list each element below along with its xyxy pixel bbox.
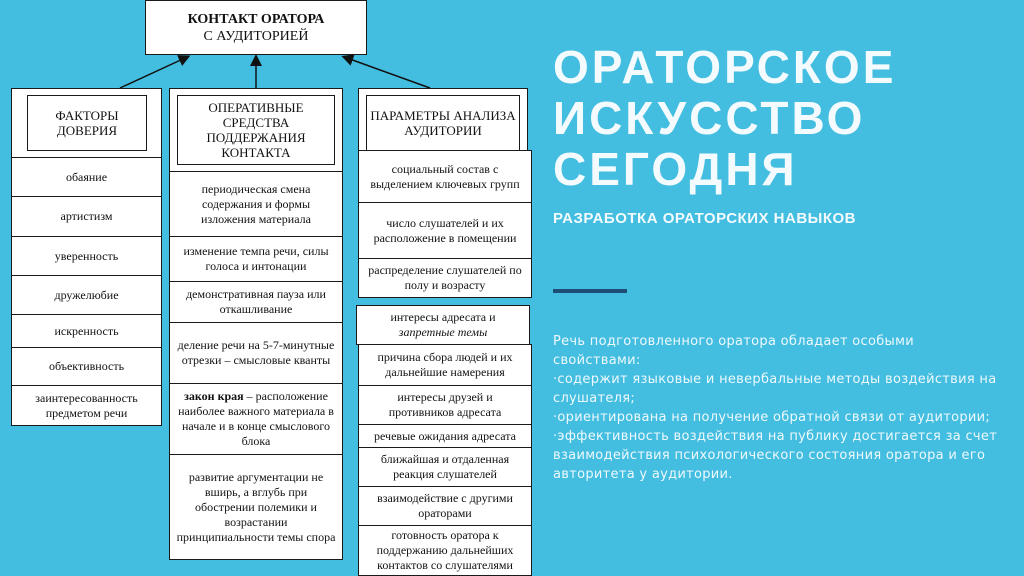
col1-header: ФАКТОРЫ ДОВЕРИЯ (27, 95, 147, 151)
col1-item-interest: заинтересованность предметом речи (11, 385, 162, 426)
col1-item-charm: обаяние (11, 157, 162, 197)
col2-item-argumentation: развитие аргументации не вширь, а вглубь при обострении полемики и возрастании принципиальности темы спора (169, 454, 343, 560)
col1-item-confidence: уверенность (11, 236, 162, 276)
col2-header: ОПЕРАТИВНЫЕ СРЕДСТВА ПОДДЕРЖАНИЯ КОНТАКТА (177, 95, 335, 165)
top-box-title-rest: С АУДИТОРИЕЙ (203, 28, 309, 44)
col3-item-gender-age: распределение слушателей по полу и возрасту (358, 258, 532, 298)
col3-interests-line1: интересы адресата и (390, 310, 496, 324)
col2-item-quanta: деление речи на 5-7-минутные отрезки – смысловые кванты (169, 322, 343, 384)
col3-item-readiness: готовность оратора к поддержанию дальнейших контактов со слушателями (358, 525, 532, 576)
arrow-right (347, 58, 430, 88)
col1-item-sincerity: искренность (11, 314, 162, 348)
col3-interests-line2: запретные темы (398, 325, 488, 339)
col2-item-edge-law (169, 383, 343, 455)
col2-edge-law-text (175, 389, 337, 449)
body-line-2: ·ориентирована на получение обратной связи от аудитории; (553, 410, 991, 425)
arrow-left (120, 58, 185, 88)
col1-item-artistry: артистизм (11, 196, 162, 237)
col2-edge-law-rest: – расположение наиболее важного материала в начале и в конце смыслового блока (178, 389, 334, 448)
col2-edge-law-bold: закон края (184, 389, 244, 403)
top-box-contact (145, 0, 367, 55)
col3-header: ПАРАМЕТРЫ АНАЛИЗА АУДИТОРИИ (366, 95, 520, 151)
col1-item-objectivity: объективность (11, 347, 162, 386)
col1-item-friendliness: дружелюбие (11, 275, 162, 315)
top-box-title-bold: КОНТАКТ ОРАТОРА (187, 11, 325, 27)
accent-divider (553, 289, 627, 293)
col3-item-reason: причина сбора людей и их дальнейшие намерения (358, 344, 532, 386)
col2-item-tempo: изменение темпа речи, силы голоса и интонации (169, 236, 343, 282)
col3-item-expectations: речевые ожидания адресата (358, 424, 532, 448)
col3-item-interests (356, 305, 530, 345)
col2-item-pause: демонстративная пауза или откашливание (169, 281, 343, 323)
slide-body (553, 332, 1003, 484)
col2-item-form-change: периодическая смена содержания и формы изложения материала (169, 171, 343, 237)
body-line-1: ·содержит языковые и невербальные методы воздействия на слушателя; (553, 372, 997, 406)
col3-item-other-orators: взаимодействие с другими ораторами (358, 486, 532, 526)
body-line-3: ·эффективность воздействия на публику достигается за счет взаимодействия психологического состояния оратора и его авторитета у аудитории. (553, 429, 998, 482)
col3-item-friends: интересы друзей и противников адресата (358, 385, 532, 425)
col3-item-count: число слушателей и их расположение в помещении (358, 202, 532, 259)
col3-item-reaction: ближайшая и отдаленная реакция слушателей (358, 447, 532, 487)
col3-item-social: социальный состав с выделением ключевых групп (358, 150, 532, 203)
slide-title: ОРАТОРСКОЕ ИСКУССТВО СЕГОДНЯ (553, 41, 897, 195)
body-line-intro: Речь подготовленного оратора обладает особыми свойствами: (553, 334, 914, 368)
slide-subtitle: РАЗРАБОТКА ОРАТОРСКИХ НАВЫКОВ (553, 210, 857, 227)
